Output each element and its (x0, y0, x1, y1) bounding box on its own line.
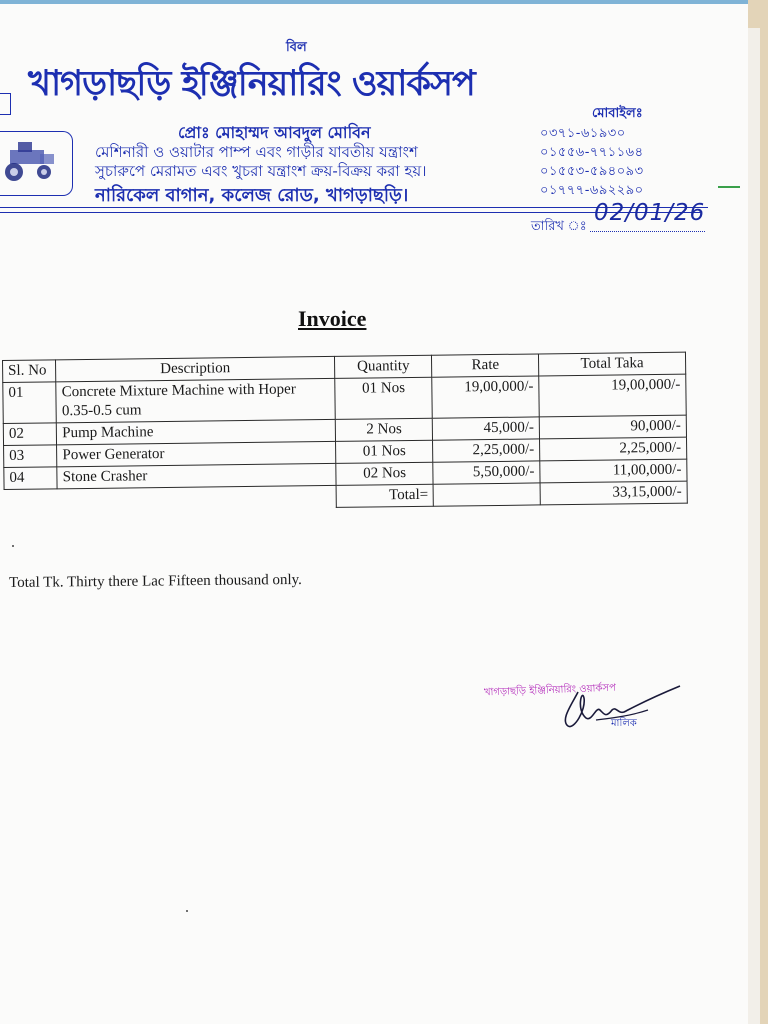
date-dotted-line (590, 231, 705, 232)
shop-name: খাগড়াছড়ি ইঞ্জিনিয়ারিং ওয়ার্কসপ (28, 64, 475, 104)
col-header-rate: Rate (432, 354, 539, 377)
cell-quantity: 02 Nos (336, 462, 434, 485)
col-header-description: Description (56, 356, 335, 381)
service-line-1: মেশিনারী ও ওয়াটার পাম্প এবং গাড়ীর যাবতীয় যন্ত্রাংশ (95, 143, 418, 161)
date-label: তারিখ ঃ (531, 219, 587, 234)
cell-description: Pump Machine (57, 419, 336, 444)
paper-speck (186, 910, 188, 912)
mobile-number-3: ০১৫৫৩-৫৯৪০৯৩ (540, 164, 644, 179)
cell-total: 19,00,000/- (539, 374, 686, 417)
cell-total: 11,00,000/- (540, 459, 687, 483)
cell-description: Concrete Mixture Machine with Hoper 0.35-0.5 cum (56, 378, 335, 422)
shop-address: নারিকেল বাগান, কলেজ রোড, খাগড়াছড়ি। (95, 185, 409, 206)
grand-total: 33,15,000/- (540, 481, 687, 505)
mobile-number-4: ০১৭৭৭-৬৯২২৯০ (540, 183, 644, 198)
amount-in-words: Total Tk. Thirty there Lac Fifteen thousand only. (9, 571, 302, 591)
cell-sl: 01 (3, 382, 57, 424)
date-handwritten: 02/01/26 (594, 200, 706, 226)
cell-quantity: 01 Nos (335, 440, 433, 463)
empty-cell (434, 483, 541, 506)
invoice-table (2, 352, 688, 512)
cell-total: 90,000/- (539, 415, 686, 439)
cell-description: Stone Crasher (57, 463, 336, 488)
cell-description: Power Generator (57, 441, 336, 466)
letterhead-box-mark (0, 93, 11, 115)
cell-sl: 03 (4, 445, 58, 468)
proprietor-name: প্রোঃ মোহাম্মদ আবদুল মোবিন (178, 123, 371, 142)
tractor-icon (0, 132, 70, 192)
col-header-total: Total Taka (539, 352, 686, 376)
mobile-label: মোবাইলঃ (592, 106, 643, 121)
mobile-number-2: ০১৫৫৬-৭৭১১৬৪ (540, 145, 644, 160)
service-line-2: সুচারুপে মেরামত এবং খুচরা যন্ত্রাংশ ক্রয়-বিক্রয় করা হয়। (95, 162, 427, 180)
machine-logo (0, 131, 73, 196)
total-label: Total= (336, 484, 434, 507)
cell-sl: 02 (3, 423, 57, 446)
mobile-number-1: ০৩৭১-৬১৯৩০ (540, 126, 626, 141)
col-header-quantity: Quantity (334, 355, 432, 378)
cell-total: 2,25,000/- (540, 437, 687, 461)
signatory-title: মালিক (611, 718, 637, 729)
cell-rate: 19,00,000/- (432, 376, 539, 418)
green-tab-mark (718, 186, 740, 188)
cell-rate: 45,000/- (433, 417, 540, 440)
paper-speck (12, 545, 14, 547)
cell-quantity: 2 Nos (335, 418, 433, 441)
letterhead (0, 0, 720, 240)
cell-rate: 2,25,000/- (433, 439, 540, 462)
col-header-sl: Sl. No (3, 360, 57, 383)
empty-cell (4, 489, 58, 512)
cell-rate: 5,50,000/- (433, 461, 540, 484)
empty-cell (57, 485, 336, 510)
cell-quantity: 01 Nos (335, 377, 433, 419)
shop-stamp: খাগড়াছড়ি ইঞ্জিনিয়ারিং ওয়ার্কসপ (483, 682, 617, 699)
bill-label: বিল (286, 40, 307, 55)
invoice-title: Invoice (298, 306, 367, 331)
cell-sl: 04 (4, 467, 58, 490)
